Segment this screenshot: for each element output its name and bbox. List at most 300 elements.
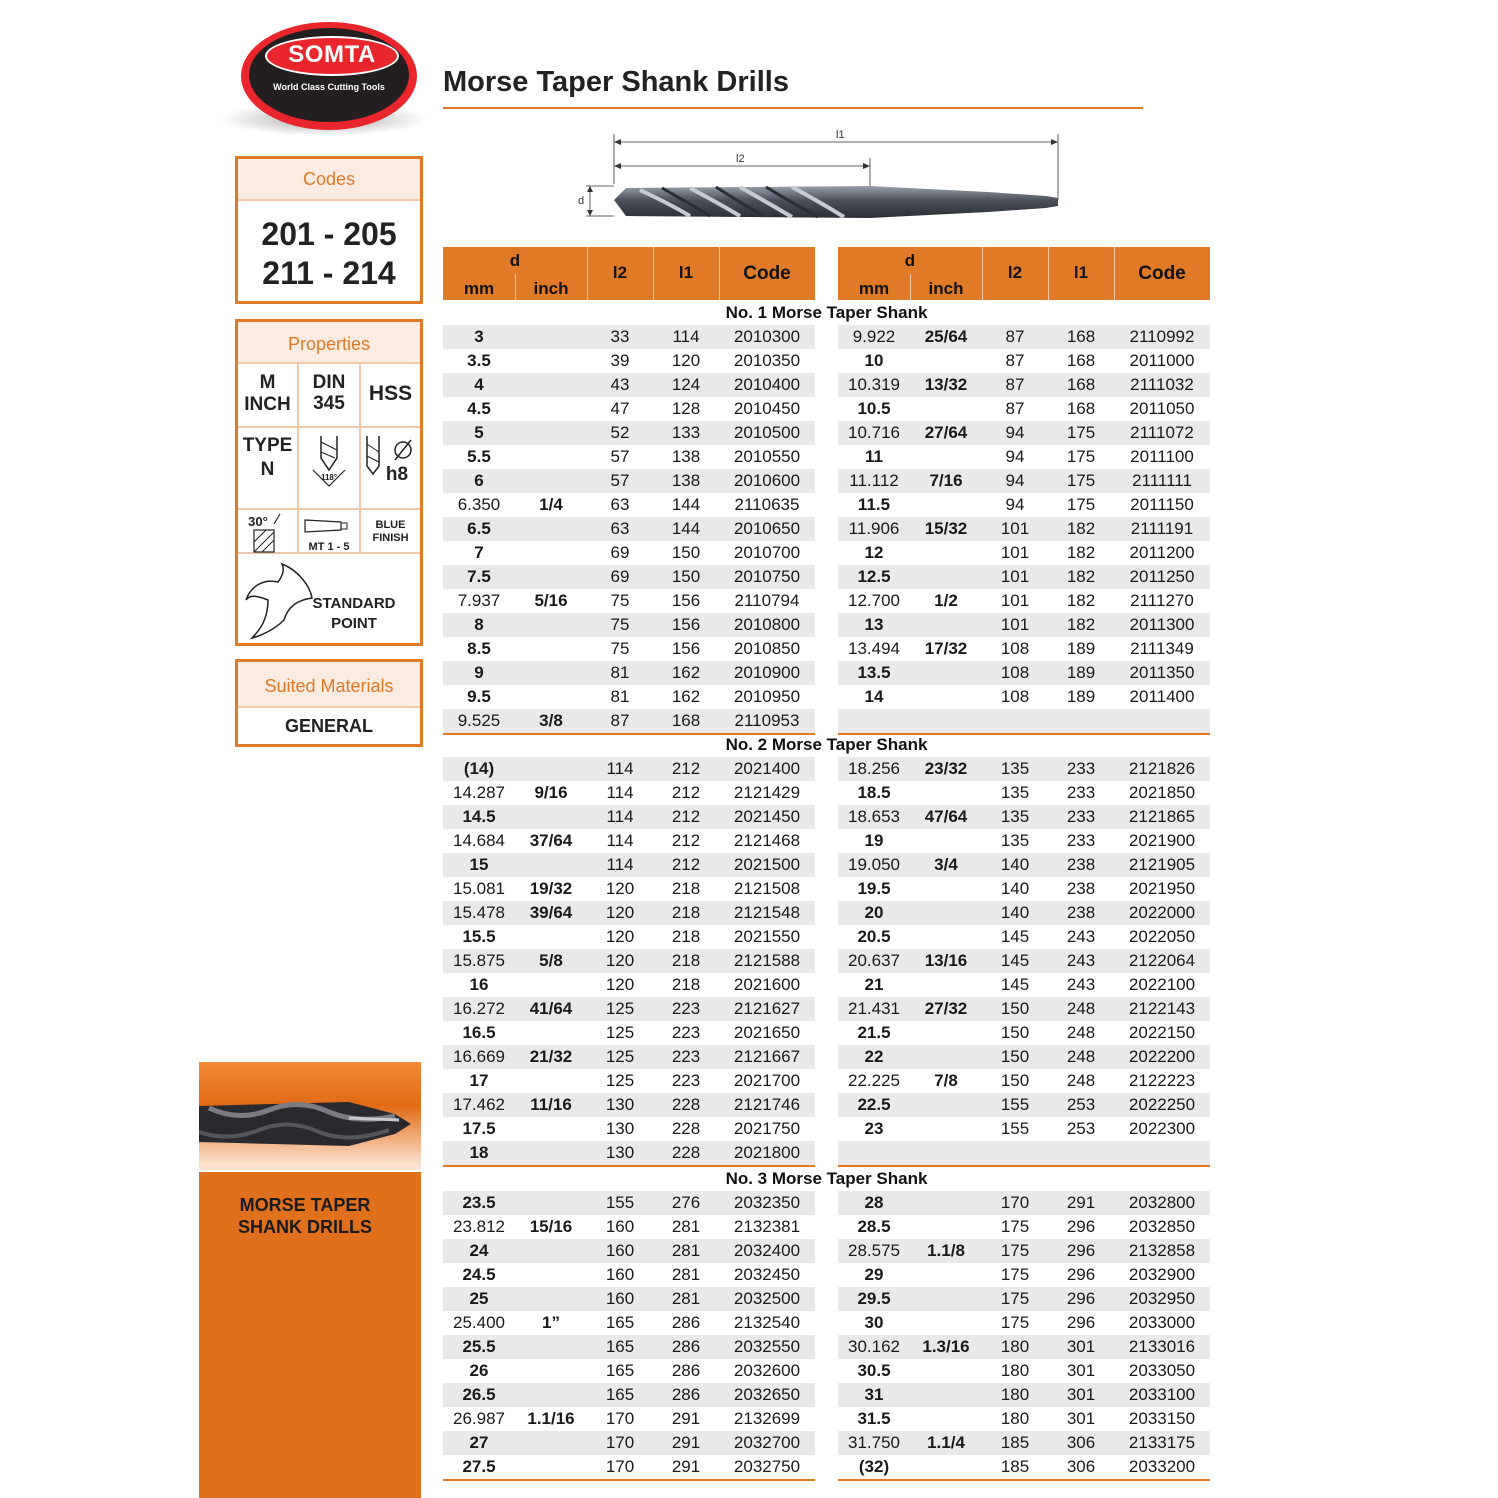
cell-inch xyxy=(910,1021,982,1045)
cell-mm: 13.494 xyxy=(848,639,900,658)
cell-inch xyxy=(910,1455,982,1479)
cell-mm: 8 xyxy=(474,615,484,634)
cell-code: 2110992 xyxy=(1129,327,1195,346)
cell-mm: 16.272 xyxy=(453,999,505,1018)
cell-mm: 19 xyxy=(864,831,884,850)
metric-inch-label: M INCH xyxy=(244,372,291,415)
cell-l1: 296 xyxy=(1066,1217,1096,1236)
cell-l2: 75 xyxy=(610,615,630,634)
cell-l2: 130 xyxy=(605,1095,635,1114)
cell-l2: 108 xyxy=(1000,639,1030,658)
cell-l2: 101 xyxy=(1000,543,1030,562)
cell-l2: 180 xyxy=(1000,1361,1030,1380)
cell-l2: 120 xyxy=(605,975,635,994)
cell-l2: 43 xyxy=(610,375,630,394)
cell-inch xyxy=(515,1287,587,1311)
cell-inch: 15/32 xyxy=(924,519,968,538)
cell-code xyxy=(1114,1141,1210,1165)
cell-l1: 124 xyxy=(671,375,701,394)
cell-l2 xyxy=(982,709,1048,733)
cell-code: 2021800 xyxy=(733,1143,801,1162)
cell-l1: 296 xyxy=(1066,1265,1096,1284)
cell-l2: 75 xyxy=(610,639,630,658)
cell-code: 2111072 xyxy=(1130,423,1194,442)
cell-mm: 25.400 xyxy=(453,1313,505,1332)
cell-code: 2021450 xyxy=(733,807,801,826)
cell-code: 2122064 xyxy=(1128,951,1196,970)
cell-l2: 180 xyxy=(1000,1409,1030,1428)
cell-code: 2032650 xyxy=(733,1385,801,1404)
cell-inch xyxy=(910,1407,982,1431)
cell-inch xyxy=(515,349,587,373)
cell-l1: 248 xyxy=(1066,1047,1096,1066)
din-standard-label: DIN 345 xyxy=(312,372,346,414)
cell-code: 2021900 xyxy=(1128,831,1196,850)
cell-l1: 228 xyxy=(671,1119,701,1138)
logo-brand-text: SOMTA xyxy=(288,41,376,68)
cell-l2: 101 xyxy=(1000,519,1030,538)
cell-inch: 23/32 xyxy=(924,759,968,778)
cell-mm: 20.5 xyxy=(857,927,891,946)
cell-l1: 243 xyxy=(1066,975,1096,994)
cell-inch xyxy=(910,901,982,925)
cell-code: 2021550 xyxy=(733,927,801,946)
cell-l1: 168 xyxy=(671,711,701,730)
cell-code: 2021750 xyxy=(733,1119,801,1138)
cell-code: 2010550 xyxy=(733,447,801,466)
cell-mm: 9.525 xyxy=(457,711,501,730)
cell-l2: 175 xyxy=(1000,1313,1030,1332)
cell-l1: 212 xyxy=(671,783,701,802)
cell-l2: 150 xyxy=(1000,999,1030,1018)
cell-inch: 27/64 xyxy=(924,423,968,442)
cell-mm: 9.5 xyxy=(467,687,491,706)
cell-l2: 155 xyxy=(1000,1119,1030,1138)
cell-l1: 138 xyxy=(671,447,701,466)
cell-inch xyxy=(515,517,587,541)
cell-l1: 296 xyxy=(1066,1313,1096,1332)
cell-l2: 114 xyxy=(606,855,634,874)
cell-mm: 25.5 xyxy=(462,1337,496,1356)
cell-inch xyxy=(515,1021,587,1045)
cell-mm: 14.684 xyxy=(453,831,505,850)
cell-mm: 26 xyxy=(469,1361,489,1380)
cell-l1: 306 xyxy=(1066,1457,1096,1476)
cell-code: 2033000 xyxy=(1128,1313,1196,1332)
cell-l2: 135 xyxy=(1000,807,1030,826)
cell-code: 2010800 xyxy=(733,615,801,634)
cell-l2: 145 xyxy=(1000,927,1030,946)
cell-code: 2011100 xyxy=(1130,447,1194,466)
cell-inch: 11/16 xyxy=(530,1095,572,1114)
cell-l1: 182 xyxy=(1066,567,1096,586)
page-title: Morse Taper Shank Drills xyxy=(443,66,789,98)
cell-code: 2110794 xyxy=(734,591,800,610)
cell-inch: 1.1/8 xyxy=(927,1241,965,1260)
cell-l2: 150 xyxy=(1000,1071,1030,1090)
cell-inch xyxy=(910,1045,982,1069)
cell-mm: 18.256 xyxy=(848,759,900,778)
cell-l1: 253 xyxy=(1066,1095,1096,1114)
header-l1: l1 xyxy=(678,263,694,282)
cell-mm: 10.5 xyxy=(857,399,891,418)
cell-mm: 29.5 xyxy=(857,1289,891,1308)
cell-inch: 19/32 xyxy=(529,879,573,898)
cell-l2: 114 xyxy=(606,783,634,802)
cell-l1: 233 xyxy=(1066,783,1096,802)
cell-l1: 248 xyxy=(1066,1071,1096,1090)
cell-l1: 182 xyxy=(1066,591,1096,610)
cell-inch xyxy=(910,349,982,373)
cell-l2: 108 xyxy=(1000,687,1030,706)
cell-l2: 175 xyxy=(1000,1265,1030,1284)
cell-l2: 94 xyxy=(1005,471,1025,490)
cell-code: 2121826 xyxy=(1128,759,1196,778)
cell-inch: 39/64 xyxy=(529,903,573,922)
properties-heading: Properties xyxy=(238,322,420,364)
cell-code: 2132858 xyxy=(1128,1241,1196,1260)
standard-point-line-2: POINT xyxy=(331,615,377,632)
cell-l2: 155 xyxy=(1000,1095,1030,1114)
cell-l2: 57 xyxy=(610,471,630,490)
header-inch: inch xyxy=(928,279,964,298)
cell-inch xyxy=(910,1117,982,1141)
cell-inch xyxy=(515,1383,587,1407)
cell-inch: 9/16 xyxy=(534,783,568,802)
cell-l1: 301 xyxy=(1066,1337,1096,1356)
cell-mm: 16.5 xyxy=(462,1023,496,1042)
cell-inch: 13/16 xyxy=(924,951,968,970)
cell-mm: 7.5 xyxy=(467,567,491,586)
svg-text:h8: h8 xyxy=(385,464,409,485)
cell-inch: 3/4 xyxy=(934,855,958,874)
cell-code: 2132540 xyxy=(733,1313,801,1332)
cell-l1: 276 xyxy=(671,1193,701,1212)
cell-code: 2032950 xyxy=(1128,1289,1196,1308)
cell-l2: 81 xyxy=(610,663,630,682)
cell-mm: 22.5 xyxy=(857,1095,891,1114)
cell-code: 2122143 xyxy=(1128,999,1196,1018)
cell-mm: 18.653 xyxy=(848,807,900,826)
cell-l2: 114 xyxy=(606,807,634,826)
cell-l1: 281 xyxy=(671,1265,701,1284)
cell-mm: 4.5 xyxy=(467,399,491,418)
cell-inch xyxy=(515,1455,587,1479)
standard-point-line-1: STANDARD xyxy=(312,595,396,612)
cell-inch xyxy=(515,805,587,829)
cell-inch: 1/4 xyxy=(539,495,563,514)
cell-inch xyxy=(515,1191,587,1215)
cell-l2: 33 xyxy=(610,327,630,346)
cell-code: 2032350 xyxy=(733,1193,801,1212)
cell-inch xyxy=(515,1117,587,1141)
cell-l1: 223 xyxy=(671,999,701,1018)
cell-inch xyxy=(910,613,982,637)
cell-code: 2132699 xyxy=(733,1409,801,1428)
cell-code: 2111032 xyxy=(1130,375,1194,394)
cell-code: 2121746 xyxy=(733,1095,801,1114)
svg-text:118°: 118° xyxy=(320,473,338,482)
cell-code: 2121667 xyxy=(733,1047,801,1066)
cell-inch: 41/64 xyxy=(529,999,573,1018)
cell-l1: 291 xyxy=(671,1409,701,1428)
cell-l1: 133 xyxy=(671,423,701,442)
cell-l1: 218 xyxy=(671,927,701,946)
cell-code: 2011150 xyxy=(1130,495,1194,514)
cell-l1: 223 xyxy=(671,1023,701,1042)
cell-l1: 168 xyxy=(1066,351,1096,370)
cell-l2: 185 xyxy=(1000,1457,1030,1476)
cell-l1: 212 xyxy=(671,759,701,778)
cell-l1: 168 xyxy=(1066,327,1096,346)
header-l1: l1 xyxy=(1073,263,1089,282)
cell-mm: 10.716 xyxy=(848,423,900,442)
cell-mm: 6.350 xyxy=(457,495,501,514)
cell-mm: 11 xyxy=(865,447,883,466)
cell-inch: 1/2 xyxy=(934,591,958,610)
cell-code: 2011250 xyxy=(1129,567,1195,586)
section-rule xyxy=(838,1479,1210,1481)
cell-code: 2010950 xyxy=(733,687,801,706)
header-d: d xyxy=(904,251,916,270)
cell-code: 2032850 xyxy=(1128,1217,1196,1236)
cell-mm: 29 xyxy=(864,1265,884,1284)
cell-l2: 135 xyxy=(1000,783,1030,802)
cell-l1: 175 xyxy=(1066,471,1096,490)
cell-l1: 291 xyxy=(1066,1193,1096,1212)
cell-mm: 30.5 xyxy=(857,1361,891,1380)
cell-code: 2021600 xyxy=(733,975,801,994)
cell-code: 2111270 xyxy=(1130,591,1194,610)
cell-mm: 28.575 xyxy=(848,1241,900,1260)
cell-l2: 52 xyxy=(610,423,630,442)
cell-l1: 212 xyxy=(671,807,701,826)
cell-l2: 165 xyxy=(605,1385,635,1404)
cell-mm: 17.5 xyxy=(462,1119,496,1138)
cell-inch xyxy=(515,1263,587,1287)
cell-code: 2132381 xyxy=(733,1217,801,1236)
cell-code: 2022300 xyxy=(1128,1119,1196,1138)
cell-l1: 162 xyxy=(671,663,701,682)
cell-l2: 160 xyxy=(605,1217,635,1236)
cell-mm: 14 xyxy=(864,687,884,706)
cell-code: 2121865 xyxy=(1128,807,1196,826)
cell-inch: 13/32 xyxy=(924,375,968,394)
cell-mm: 15.478 xyxy=(453,903,505,922)
cell-l2: 135 xyxy=(1000,759,1030,778)
cell-l2: 170 xyxy=(605,1433,635,1452)
cell-code: 2010300 xyxy=(733,327,801,346)
cell-code: 2021650 xyxy=(733,1023,801,1042)
cell-code: 2010500 xyxy=(733,423,801,442)
cell-mm: 5 xyxy=(474,423,484,442)
cell-mm: 20 xyxy=(864,903,884,922)
cell-mm: 28 xyxy=(864,1193,884,1212)
cell-mm: 17.462 xyxy=(453,1095,505,1114)
cell-l1: 233 xyxy=(1066,831,1096,850)
cell-mm: 23.812 xyxy=(453,1217,505,1236)
cell-mm: 13 xyxy=(864,615,884,634)
cell-code: 2032800 xyxy=(1128,1193,1196,1212)
cell-l2: 150 xyxy=(1000,1023,1030,1042)
cell-l1: 228 xyxy=(671,1143,701,1162)
cell-l2: 180 xyxy=(1000,1337,1030,1356)
cell-mm: 23 xyxy=(864,1119,884,1138)
cell-l2: 135 xyxy=(1000,831,1030,850)
cell-l2: 114 xyxy=(606,831,634,850)
cell-l1: 218 xyxy=(671,975,701,994)
cell-l1: 175 xyxy=(1066,423,1096,442)
cell-inch xyxy=(515,1359,587,1383)
cell-code: 2021700 xyxy=(733,1071,801,1090)
cell-inch xyxy=(515,637,587,661)
cell-mm: 4 xyxy=(474,375,484,394)
header-l2: l2 xyxy=(612,263,628,282)
cell-mm: 20.637 xyxy=(848,951,900,970)
cell-inch: 27/32 xyxy=(924,999,968,1018)
cell-mm: 21.5 xyxy=(857,1023,891,1042)
cell-inch: 1.1/16 xyxy=(527,1409,575,1428)
cell-code: 2032400 xyxy=(733,1241,801,1260)
cell-inch: 17/32 xyxy=(924,639,968,658)
cell-mm: 6 xyxy=(474,471,484,490)
cell-mm: 9.922 xyxy=(852,327,896,346)
cell-l2: 160 xyxy=(605,1241,635,1260)
cell-l1: 223 xyxy=(671,1071,701,1090)
cell-l1: 218 xyxy=(671,903,701,922)
cell-inch xyxy=(910,925,982,949)
cell-code: 2033200 xyxy=(1128,1457,1196,1476)
cell-l2: 120 xyxy=(605,879,635,898)
cell-inch xyxy=(515,1335,587,1359)
type-label: TYPE N xyxy=(242,435,293,480)
cell-l1: 286 xyxy=(671,1385,701,1404)
cell-inch xyxy=(910,1263,982,1287)
cell-code: 2011000 xyxy=(1129,351,1195,370)
cell-l1: 243 xyxy=(1066,927,1096,946)
cell-l1: 138 xyxy=(671,471,701,490)
cell-l1: 301 xyxy=(1066,1361,1096,1380)
cell-mm: 3 xyxy=(474,327,484,346)
cell-mm: 10 xyxy=(864,351,884,370)
cell-l1: 168 xyxy=(1066,375,1096,394)
cell-code: 2022250 xyxy=(1128,1095,1196,1114)
cell-l2: 87 xyxy=(1005,351,1025,370)
header-d: d xyxy=(509,251,521,270)
cell-l1: 182 xyxy=(1066,519,1096,538)
cell-l2: 69 xyxy=(610,567,630,586)
cell-mm: 23.5 xyxy=(462,1193,496,1212)
cell-code: 2022100 xyxy=(1128,975,1196,994)
cell-mm: 13.5 xyxy=(857,663,891,682)
cell-code: 2021950 xyxy=(1128,879,1196,898)
cell-l1: 233 xyxy=(1066,759,1096,778)
cell-inch: 3/8 xyxy=(539,711,563,730)
section-rule xyxy=(443,1479,815,1481)
cell-inch xyxy=(910,685,982,709)
cell-l1: 150 xyxy=(671,567,701,586)
cell-inch xyxy=(910,1311,982,1335)
cell-code: 2121588 xyxy=(733,951,801,970)
cell-l1: 286 xyxy=(671,1361,701,1380)
cell-l1: 233 xyxy=(1066,807,1096,826)
cell-l2: 140 xyxy=(1000,855,1030,874)
cell-inch: 25/64 xyxy=(924,327,968,346)
cell-l2: 170 xyxy=(605,1457,635,1476)
cell-code: 2122223 xyxy=(1128,1071,1196,1090)
cell-mm: 11.112 xyxy=(849,471,899,490)
cell-inch xyxy=(515,541,587,565)
cell-l2: 130 xyxy=(605,1119,635,1138)
cell-mm: 27 xyxy=(469,1433,489,1452)
cell-l1: 238 xyxy=(1066,903,1096,922)
cell-inch xyxy=(515,565,587,589)
cell-inch xyxy=(515,1431,587,1455)
cell-code: 2133175 xyxy=(1128,1433,1196,1452)
cell-code: 2010650 xyxy=(733,519,801,538)
cell-mm: 11.5 xyxy=(857,495,891,514)
cell-inch xyxy=(515,853,587,877)
section-title: No. 1 Morse Taper Shank xyxy=(725,303,928,322)
cell-l2: 145 xyxy=(1000,975,1030,994)
cell-l1: 228 xyxy=(671,1095,701,1114)
cell-mm: 14.287 xyxy=(453,783,505,802)
cell-l1: 156 xyxy=(671,639,701,658)
codes-line-1: 201 - 205 xyxy=(261,216,397,252)
cell-mm: 14.5 xyxy=(462,807,496,826)
header-inch: inch xyxy=(533,279,569,298)
cell-inch: 1.3/16 xyxy=(922,1337,970,1356)
cell-code: 2010750 xyxy=(733,567,801,586)
cell-mm: 27.5 xyxy=(462,1457,496,1476)
cell-inch xyxy=(910,541,982,565)
cell-l1 xyxy=(1048,1141,1114,1165)
cell-inch xyxy=(910,1383,982,1407)
cell-l2: 81 xyxy=(610,687,630,706)
cell-inch xyxy=(910,445,982,469)
hss-label: HSS xyxy=(368,382,413,405)
cell-mm: 18.5 xyxy=(857,783,891,802)
cell-mm: 31.750 xyxy=(848,1433,900,1452)
cell-l1: 162 xyxy=(671,687,701,706)
cell-mm: 8.5 xyxy=(467,639,491,658)
cell-l2: 108 xyxy=(1000,663,1030,682)
cell-l2: 39 xyxy=(610,351,630,370)
cell-l1: 150 xyxy=(671,543,701,562)
cell-l2: 140 xyxy=(1000,879,1030,898)
cell-inch xyxy=(515,973,587,997)
cell-l2: 101 xyxy=(1000,615,1030,634)
cell-l1: 248 xyxy=(1066,999,1096,1018)
cell-mm: 3.5 xyxy=(467,351,491,370)
cell-code: 2011300 xyxy=(1129,615,1195,634)
codes-line-2: 211 - 214 xyxy=(262,255,396,291)
cell-inch xyxy=(910,1287,982,1311)
codes-heading: Codes xyxy=(238,159,420,201)
cell-l1 xyxy=(1048,709,1114,733)
cell-l2: 57 xyxy=(610,447,630,466)
cell-l2: 87 xyxy=(610,711,630,730)
cell-code: 2011350 xyxy=(1129,663,1195,682)
cell-code: 2121627 xyxy=(733,999,801,1018)
cell-l2: 47 xyxy=(610,399,630,418)
cell-l1: 281 xyxy=(671,1241,701,1260)
cell-l2: 155 xyxy=(605,1193,635,1212)
cell-mm: 31.5 xyxy=(857,1409,891,1428)
cell-mm: 10.319 xyxy=(848,375,900,394)
cell-code: 2010850 xyxy=(733,639,801,658)
cell-inch xyxy=(910,493,982,517)
